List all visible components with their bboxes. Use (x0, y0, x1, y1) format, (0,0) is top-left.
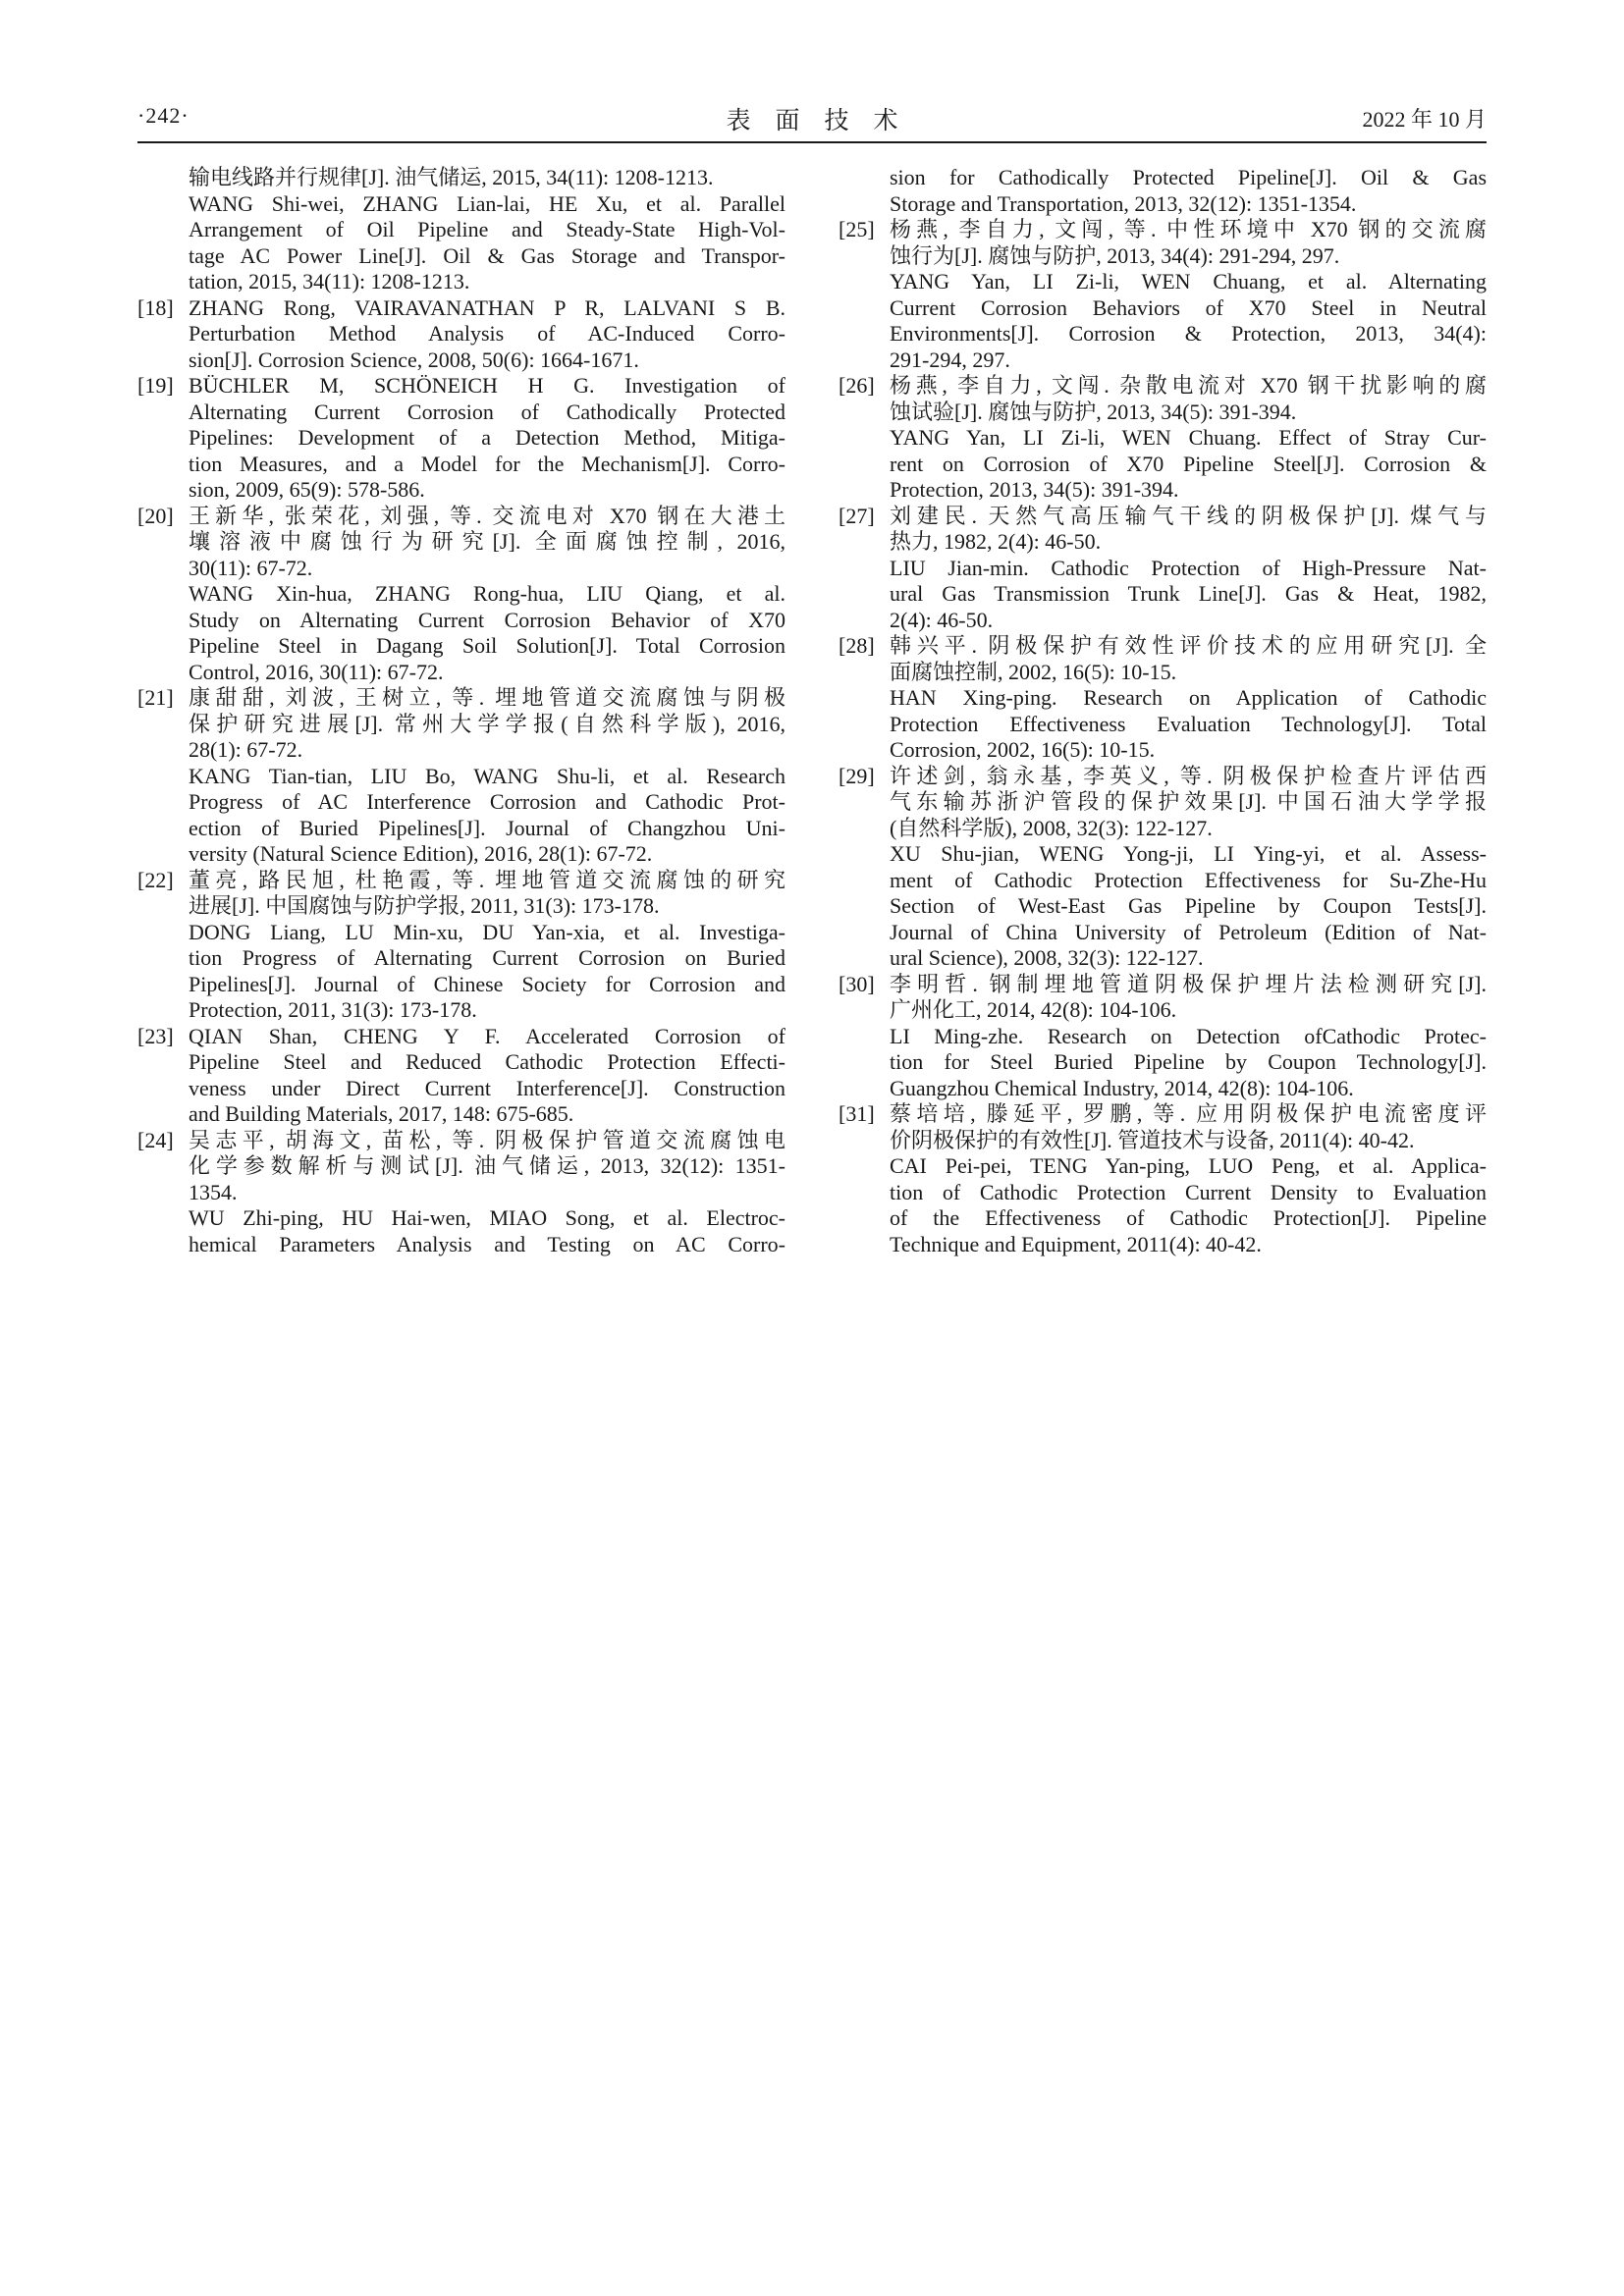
reference-part (189, 1205, 785, 1257)
reference-line: rent on Corrosion of X70 Pipeline Steel[J]. Corrosion & (890, 451, 1487, 476)
reference-part (890, 685, 1487, 764)
reference-line: veness under Direct Current Interference[J]. Construction (189, 1075, 785, 1100)
reference-line: 蚀试验[J]. 腐蚀与防护, 2013, 34(5): 391-394. (890, 399, 1297, 424)
reference-line: WU Zhi-ping, HU Hai-wen, MIAO Song, et al. Electroc- (189, 1205, 785, 1230)
reference-part (189, 764, 785, 868)
reference-number: [23] (137, 1023, 174, 1048)
reference-part (189, 1024, 785, 1128)
reference-part (890, 504, 1487, 556)
reference-number: [22] (137, 867, 174, 892)
reference-line: Protection, 2011, 31(3): 173-178. (189, 997, 477, 1022)
reference-body (189, 685, 785, 868)
reference-part (189, 295, 785, 374)
reference-part (890, 373, 1487, 425)
reference-line: Study on Alternating Current Corrosion Behavior of X70 (189, 607, 785, 632)
reference-line: 28(1): 67-72. (189, 737, 303, 762)
reference-entry (839, 972, 1487, 1102)
reference-part (890, 269, 1487, 373)
reference-line: 杨燕, 李自力, 文闯, 等. 中性环境中 X70 钢的交流腐 (890, 217, 1487, 241)
reference-line: 1354. (189, 1179, 238, 1204)
reference-line: 刘建民. 天然气高压输气干线的阴极保护[J]. 煤气与 (890, 503, 1487, 528)
reference-entry (839, 504, 1487, 634)
reference-line: XU Shu-jian, WENG Yong-ji, LI Ying-yi, et al. Assess- (890, 841, 1487, 866)
reference-part (890, 1153, 1487, 1257)
reference-body (890, 972, 1487, 1102)
reference-entry (839, 764, 1487, 972)
reference-line: Guangzhou Chemical Industry, 2014, 42(8): 104-106. (890, 1075, 1354, 1100)
reference-line: Section of West-East Gas Pipeline by Coupon Tests[J]. (890, 893, 1487, 918)
reference-part (890, 972, 1487, 1024)
reference-part (890, 1101, 1487, 1153)
reference-line: Protection Effectiveness Evaluation Technology[J]. Total (890, 711, 1487, 736)
reference-line: Technique and Equipment, 2011(4): 40-42. (890, 1231, 1262, 1256)
reference-line: 价阴极保护的有效性[J]. 管道技术与设备, 2011(4): 40-42. (890, 1127, 1415, 1152)
reference-number: [24] (137, 1127, 174, 1152)
reference-line: 王新华, 张荣花, 刘强, 等. 交流电对 X70 钢在大港土 (189, 503, 785, 528)
reference-line: ural Gas Transmission Trunk Line[J]. Gas & Heat, 1982, (890, 581, 1487, 606)
reference-line: and Building Materials, 2017, 148: 675-685. (189, 1101, 574, 1126)
reference-body (189, 868, 785, 1024)
reference-line: CAI Pei-pei, TENG Yan-ping, LUO Peng, et al. Applica- (890, 1153, 1487, 1178)
reference-line: HAN Xing-ping. Research on Application of Cathodic (890, 685, 1487, 710)
reference-part (890, 764, 1487, 842)
reference-line: tion for Steel Buried Pipeline by Coupon Technology[J]. (890, 1049, 1487, 1074)
reference-entry (839, 373, 1487, 504)
reference-line: of the Effectiveness of Cathodic Protection[J]. Pipeline (890, 1205, 1487, 1230)
reference-line: tation, 2015, 34(11): 1208-1213. (189, 269, 470, 294)
reference-number: [27] (839, 503, 875, 528)
reference-line: 保护研究进展[J]. 常州大学学报(自然科学版), 2016, (189, 711, 785, 736)
reference-part (189, 504, 785, 582)
reference-line: BÜCHLER M, SCHÖNEICH H G. Investigation of (189, 373, 785, 398)
reference-body (890, 504, 1487, 634)
references-section (137, 165, 1487, 1257)
reference-entry (137, 1128, 785, 1258)
reference-line: versity (Natural Science Edition), 2016, 28(1): 67-72. (189, 841, 653, 866)
header-rule (137, 141, 1487, 143)
reference-line: YANG Yan, LI Zi-li, WEN Chuang, et al. Alternating (890, 269, 1487, 294)
reference-number: [29] (839, 763, 875, 788)
reference-line: 热力, 1982, 2(4): 46-50. (890, 529, 1102, 554)
reference-line: Environments[J]. Corrosion & Protection, 2013, 34(4): (890, 321, 1487, 346)
reference-part (890, 1024, 1487, 1102)
reference-line: 韩兴平. 阴极保护有效性评价技术的应用研究[J]. 全 (890, 633, 1487, 658)
reference-line: sion[J]. Corrosion Science, 2008, 50(6): 1664-1671. (189, 347, 639, 372)
reference-body (890, 764, 1487, 972)
reference-line: 进展[J]. 中国腐蚀与防护学报, 2011, 31(3): 173-178. (189, 893, 660, 918)
reference-line: ural Science), 2008, 32(3): 122-127. (890, 945, 1204, 970)
reference-number: [19] (137, 373, 174, 398)
reference-line: Pipelines[J]. Journal of Chinese Society for Corrosion and (189, 971, 785, 996)
reference-part (890, 425, 1487, 504)
reference-entry (839, 633, 1487, 764)
reference-number: [28] (839, 633, 875, 658)
reference-body (890, 217, 1487, 373)
reference-line: KANG Tian-tian, LIU Bo, WANG Shu-li, et al. Research (189, 763, 785, 788)
reference-line: 面腐蚀控制, 2002, 16(5): 10-15. (890, 659, 1177, 684)
reference-line: Pipeline Steel in Dagang Soil Solution[J]. Total Corrosion (189, 633, 785, 658)
reference-line: tage AC Power Line[J]. Oil & Gas Storage and Transpor- (189, 242, 785, 268)
reference-entry (839, 1101, 1487, 1257)
reference-line: ZHANG Rong, VAIRAVANATHAN P R, LALVANI S B. (189, 294, 785, 320)
reference-body (189, 1128, 785, 1258)
reference-line: Protection, 2013, 34(5): 391-394. (890, 477, 1179, 502)
reference-number (137, 165, 189, 295)
reference-line: tion of Cathodic Protection Current Density to Evaluation (890, 1179, 1487, 1204)
reference-part (890, 633, 1487, 685)
reference-part (890, 841, 1487, 972)
reference-line: Pipeline Steel and Reduced Cathodic Protection Effecti- (189, 1049, 785, 1074)
references-column-right (839, 165, 1487, 1257)
reference-body (189, 295, 785, 374)
running-head (137, 99, 1487, 134)
reference-line: 输电线路并行规律[J]. 油气储运, 2015, 34(11): 1208-1213. (189, 165, 714, 189)
reference-line: 30(11): 67-72. (189, 555, 313, 580)
reference-line: ment of Cathodic Protection Effectiveness for Su-Zhe-Hu (890, 867, 1487, 892)
reference-number (839, 165, 890, 217)
reference-body (890, 373, 1487, 504)
reference-entry (137, 1024, 785, 1128)
reference-line: 李明哲. 钢制埋地管道阴极保护埋片法检测研究[J]. (890, 971, 1487, 996)
reference-line: QIAN Shan, CHENG Y F. Accelerated Corrosion of (189, 1023, 785, 1048)
reference-line: Corrosion, 2002, 16(5): 10-15. (890, 737, 1156, 762)
reference-part (890, 217, 1487, 269)
reference-entry (137, 685, 785, 868)
reference-line: LIU Jian-min. Cathodic Protection of High-Pressure Nat- (890, 555, 1487, 580)
reference-entry (839, 165, 1487, 217)
reference-body (189, 1024, 785, 1128)
reference-line: Current Corrosion Behaviors of X70 Steel in Neutral (890, 294, 1487, 320)
reference-number: [30] (839, 971, 875, 996)
reference-line: sion, 2009, 65(9): 578-586. (189, 477, 425, 502)
reference-line: WANG Shi-wei, ZHANG Lian-lai, HE Xu, et al. Parallel (189, 190, 785, 216)
reference-number: [31] (839, 1101, 875, 1126)
reference-entry (839, 217, 1487, 373)
reference-number: [25] (839, 217, 875, 241)
reference-line: Journal of China University of Petroleum (Edition of Nat- (890, 919, 1487, 944)
reference-line: Progress of AC Interference Corrosion and Cathodic Prot- (189, 789, 785, 814)
reference-line: 广州化工, 2014, 42(8): 104-106. (890, 997, 1177, 1022)
reference-line: 蔡培培, 滕延平, 罗鹏, 等. 应用阴极保护电流密度评 (890, 1101, 1487, 1126)
reference-line: 杨燕, 李自力, 文闯. 杂散电流对 X70 钢干扰影响的腐 (890, 373, 1487, 398)
reference-body (890, 1101, 1487, 1257)
reference-line: 291-294, 297. (890, 347, 1010, 372)
reference-part (890, 165, 1487, 217)
reference-line: 化学参数解析与测试[J]. 油气储运, 2013, 32(12): 1351- (189, 1153, 785, 1178)
reference-line: Perturbation Method Analysis of AC-Induced Corro- (189, 321, 785, 346)
reference-entry (137, 504, 785, 686)
reference-line: Arrangement of Oil Pipeline and Steady-State High-Vol- (189, 217, 785, 241)
reference-part (189, 191, 785, 295)
reference-line: ection of Buried Pipelines[J]. Journal of Changzhou Uni- (189, 815, 785, 840)
reference-line: Storage and Transportation, 2013, 32(12): 1351-1354. (890, 190, 1357, 216)
reference-line: 康甜甜, 刘波, 王树立, 等. 埋地管道交流腐蚀与阴极 (189, 685, 785, 710)
reference-part (189, 920, 785, 1024)
reference-line: hemical Parameters Analysis and Testing on AC Corro- (189, 1231, 785, 1256)
reference-line: YANG Yan, LI Zi-li, WEN Chuang. Effect of Stray Cur- (890, 425, 1487, 450)
reference-line: tion Progress of Alternating Current Corrosion on Buried (189, 945, 785, 970)
reference-line: 气东输苏浙沪管段的保护效果[J]. 中国石油大学学报 (890, 789, 1487, 814)
reference-body (189, 504, 785, 686)
reference-line: Alternating Current Corrosion of Cathodically Protected (189, 399, 785, 424)
reference-part (189, 685, 785, 764)
reference-line: tion Measures, and a Model for the Mechanism[J]. Corro- (189, 451, 785, 476)
reference-entry (137, 373, 785, 504)
reference-part (189, 581, 785, 685)
reference-part (189, 1128, 785, 1206)
reference-line: 壤溶液中腐蚀行为研究[J]. 全面腐蚀控制, 2016, (189, 529, 785, 554)
reference-line: DONG Liang, LU Min-xu, DU Yan-xia, et al. Investiga- (189, 919, 785, 944)
reference-line: LI Ming-zhe. Research on Detection ofCathodic Protec- (890, 1023, 1487, 1048)
reference-number: [21] (137, 685, 174, 710)
reference-number: [20] (137, 503, 174, 528)
reference-number: [26] (839, 373, 875, 398)
reference-body (189, 165, 785, 295)
reference-part (890, 556, 1487, 634)
reference-part (189, 868, 785, 920)
reference-entry (137, 868, 785, 1024)
reference-part (189, 165, 785, 191)
reference-line: Control, 2016, 30(11): 67-72. (189, 659, 444, 684)
issue-date: 2022 年 10 月 (1362, 107, 1487, 132)
reference-body (890, 633, 1487, 764)
reference-line: 蚀行为[J]. 腐蚀与防护, 2013, 34(4): 291-294, 297. (890, 242, 1340, 268)
reference-line: 2(4): 46-50. (890, 607, 994, 632)
reference-line: Pipelines: Development of a Detection Method, Mitiga- (189, 425, 785, 450)
reference-entry (137, 165, 785, 295)
reference-body (189, 373, 785, 504)
reference-body (890, 165, 1487, 217)
reference-line: 董亮, 路民旭, 杜艳霞, 等. 埋地管道交流腐蚀的研究 (189, 867, 785, 892)
reference-number: [18] (137, 294, 174, 320)
page-number: ·242· (137, 103, 189, 128)
reference-line: 许述剑, 翁永基, 李英义, 等. 阴极保护检查片评估西 (890, 763, 1487, 788)
journal-title: 表 面 技 术 (726, 108, 898, 134)
reference-entry (137, 295, 785, 374)
references-column-left (137, 165, 785, 1257)
reference-line: (自然科学版), 2008, 32(3): 122-127. (890, 815, 1213, 840)
reference-part (189, 373, 785, 504)
reference-line: 吴志平, 胡海文, 苗松, 等. 阴极保护管道交流腐蚀电 (189, 1127, 785, 1152)
reference-line: sion for Cathodically Protected Pipeline[J]. Oil & Gas (890, 165, 1487, 189)
reference-line: WANG Xin-hua, ZHANG Rong-hua, LIU Qiang, et al. (189, 581, 785, 606)
